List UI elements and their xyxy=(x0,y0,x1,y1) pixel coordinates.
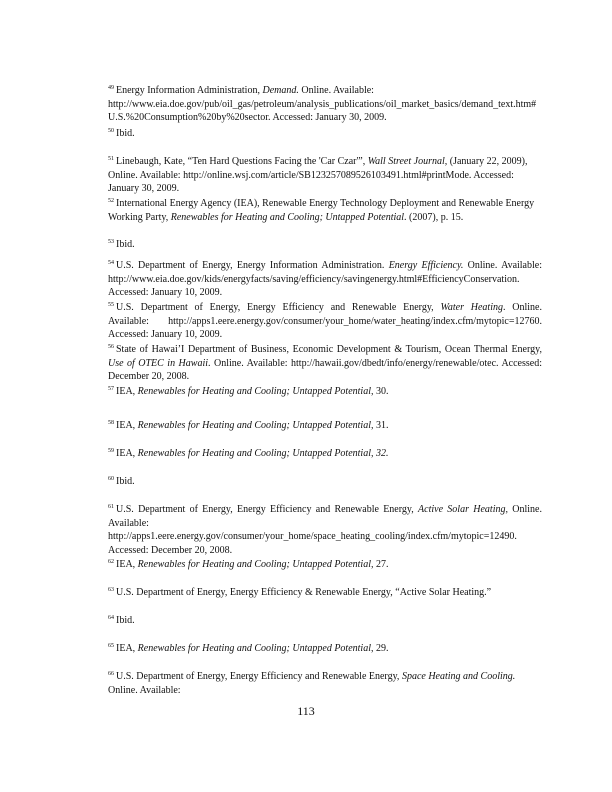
italic-title: Space Heating and Cooling. xyxy=(401,671,516,682)
footnote-text: Linebaugh, Kate, “Ten Hard Questions Facing the 'Car Czar'”, xyxy=(116,156,368,167)
footnote-number: 53 xyxy=(108,239,114,245)
footnote-number: 64 xyxy=(108,615,114,621)
footnote-line xyxy=(108,447,542,461)
footnote-line xyxy=(108,315,542,329)
italic-title: Renewables for Heating and Cooling; Untapped Potential, 32. xyxy=(137,448,389,459)
footnote-text: Online. Available: xyxy=(108,684,181,696)
footnote-number: 50 xyxy=(108,128,114,134)
footnote-text: Ibid. xyxy=(116,128,135,139)
footnote-line xyxy=(108,273,542,287)
footnote-number: 66 xyxy=(108,671,114,677)
footnote-text: U.S. Department of Energy, Energy Efficiency & Renewable Energy, “Active Solar Heating.” xyxy=(116,587,492,598)
footnote-number: 57 xyxy=(108,386,114,392)
footnote-59 xyxy=(108,447,542,461)
footnote-number: 49 xyxy=(108,85,114,91)
footnote-text: Available: xyxy=(108,517,149,529)
footnote-50 xyxy=(108,127,542,141)
footnote-line xyxy=(108,211,542,225)
footnote-text: . (2007), p. 15. xyxy=(404,211,464,223)
footnote-55 xyxy=(108,301,542,342)
footnote-text: Online. Available: http://online.wsj.com/article/SB123257089526103491.html#printMode. Accessed: xyxy=(108,169,514,181)
footnote-65 xyxy=(108,642,542,656)
footnote-line xyxy=(108,517,542,531)
footnote-number: 60 xyxy=(108,476,114,482)
footnote-line xyxy=(108,357,542,371)
footnote-text: . Online. Available: http://hawaii.gov/dbedt/info/energy/renewable/otec. Accessed: xyxy=(208,357,542,369)
footnote-49 xyxy=(108,84,542,125)
footnote-line xyxy=(108,544,542,558)
footnote-56 xyxy=(108,343,542,384)
footnote-line xyxy=(108,84,542,98)
footnote-text: Online. Available: xyxy=(463,260,542,271)
footnote-number: 52 xyxy=(108,198,114,204)
footnote-text: Energy Information Administration, xyxy=(116,85,263,96)
footnote-number: 62 xyxy=(108,559,114,565)
footnote-line xyxy=(108,301,542,315)
footnote-line xyxy=(108,558,542,572)
italic-title: Renewables for Heating and Cooling; Untapped Potential, xyxy=(137,386,374,397)
footnote-52 xyxy=(108,197,542,224)
page-number: 113 xyxy=(297,704,315,718)
footnote-text: 27. xyxy=(373,559,389,570)
footnote-text: 31. xyxy=(373,420,389,431)
footnote-text: U.S. Department of Energy, Energy Efficiency and Renewable Energy, xyxy=(116,504,419,515)
italic-title: Renewables for Heating and Cooling; Untapped Potential, xyxy=(137,559,374,570)
footnote-number: 51 xyxy=(108,156,114,162)
footnote-text: IEA, xyxy=(116,643,138,654)
footnote-number: 54 xyxy=(108,260,114,266)
footnote-text: U.S. Department of Energy, Energy Efficiency and Renewable Energy, xyxy=(116,302,441,313)
footnote-54 xyxy=(108,259,542,300)
footnote-text: Working Party, xyxy=(108,211,171,223)
footnote-line xyxy=(108,286,542,300)
footnote-text: U.S.%20Consumption%20by%20sector. Accessed: January 30, 2009. xyxy=(108,112,387,123)
footnote-text: State of Hawai’I Department of Business, Economic Development & Tourism, Ocean Thermal Energy, xyxy=(116,344,542,355)
footnote-58 xyxy=(108,419,542,433)
italic-title: Renewables for Heating and Cooling; Untapped Potential, xyxy=(137,420,374,431)
footnote-text: Ibid. xyxy=(116,476,135,487)
footnote-text: IEA, xyxy=(116,559,138,570)
footnote-number: 58 xyxy=(108,420,114,426)
footnote-number: 56 xyxy=(108,344,114,350)
footnote-line xyxy=(108,98,542,112)
italic-title: Wall Street Journal, xyxy=(367,156,448,167)
footnote-number: 55 xyxy=(108,302,114,308)
italic-title: Water Heating xyxy=(440,302,503,313)
footnote-line xyxy=(108,586,542,600)
footnote-text: (January 22, 2009), xyxy=(447,156,528,167)
footnote-text: http://www.eia.doe.gov/pub/oil_gas/petroleum/analysis_publications/oil_market_basics/demand_text.htm# xyxy=(108,98,537,110)
italic-title: Use of OTEC in Hawaii xyxy=(108,357,209,369)
footnote-text: December 20, 2008. xyxy=(108,371,190,382)
footnote-number: 61 xyxy=(108,504,114,510)
footnote-text: Ibid. xyxy=(116,615,135,626)
footnote-line xyxy=(108,127,542,141)
footnote-60 xyxy=(108,475,542,489)
footnote-text: Online. xyxy=(507,504,542,515)
footnote-51 xyxy=(108,155,542,196)
footnote-text: IEA, xyxy=(116,386,138,397)
footnote-text: Ibid. xyxy=(116,239,135,250)
footnote-line xyxy=(108,155,542,169)
footnote-text: http://www.eia.doe.gov/kids/energyfacts/saving/efficiency/savingenergy.html#EfficiencyConservation. xyxy=(108,273,520,285)
footnote-line xyxy=(108,419,542,433)
footnote-text: Available: http://apps1.eere.energy.gov/consumer/your_home/water_heating/index.cfm/mytopic=12760. xyxy=(108,315,542,327)
footnote-line xyxy=(108,169,542,183)
italic-title: Demand. xyxy=(262,85,299,96)
footnote-line xyxy=(108,111,542,125)
footnote-53 xyxy=(108,238,542,252)
footnote-text: 30. xyxy=(373,386,389,397)
footnote-line xyxy=(108,475,542,489)
footnote-line xyxy=(108,197,542,211)
footnote-text: U.S. Department of Energy, Energy Efficiency and Renewable Energy, xyxy=(116,671,402,682)
footnote-text: IEA, xyxy=(116,448,138,459)
footnote-line xyxy=(108,642,542,656)
footnote-line xyxy=(108,530,542,544)
footnote-text: January 30, 2009. xyxy=(108,183,180,194)
footnote-line xyxy=(108,182,542,196)
footnote-62 xyxy=(108,558,542,572)
footnote-text: U.S. Department of Energy, Energy Information Administration. xyxy=(116,260,389,271)
footnote-number: 59 xyxy=(108,448,114,454)
footnote-line xyxy=(108,385,542,399)
footnote-64 xyxy=(108,614,542,628)
footnote-line xyxy=(108,670,542,684)
italic-title: Active Solar Heating, xyxy=(418,504,508,515)
italic-title: Renewables for Heating and Cooling; Untapped Potential xyxy=(137,643,371,654)
footnote-line xyxy=(108,238,542,252)
footnote-57 xyxy=(108,385,542,399)
footnote-text: Online. Available: xyxy=(298,85,374,96)
italic-title: Renewables for Heating and Cooling; Untapped Potential xyxy=(170,211,405,223)
footnote-text: Accessed: January 10, 2009. xyxy=(108,287,223,298)
footnote-line xyxy=(108,503,542,517)
footnote-text: , 29. xyxy=(370,643,389,654)
footnote-text: Accessed: December 20, 2008. xyxy=(108,544,233,556)
footnote-text: International Energy Agency (IEA), Renewable Energy Technology Deployment and Renewable Energy xyxy=(116,198,535,209)
italic-title: Energy Efficiency. xyxy=(388,260,464,271)
footnote-line xyxy=(108,684,542,698)
footnote-61 xyxy=(108,503,542,557)
footnote-line xyxy=(108,259,542,273)
footnote-63 xyxy=(108,586,542,600)
footnote-text: . Online. xyxy=(503,302,542,313)
footnote-line xyxy=(108,328,542,342)
footnote-text: Accessed: January 10, 2009. xyxy=(108,329,223,340)
footnote-number: 65 xyxy=(108,643,114,649)
footnote-line xyxy=(108,343,542,357)
footnote-line xyxy=(108,370,542,384)
footnote-text: IEA, xyxy=(116,420,138,431)
footnote-line xyxy=(108,614,542,628)
footnote-number: 63 xyxy=(108,587,114,593)
footnote-text: http://apps1.eere.energy.gov/consumer/your_home/space_heating_cooling/index.cfm/mytopic=12490. xyxy=(108,531,517,542)
footnote-66 xyxy=(108,670,542,697)
